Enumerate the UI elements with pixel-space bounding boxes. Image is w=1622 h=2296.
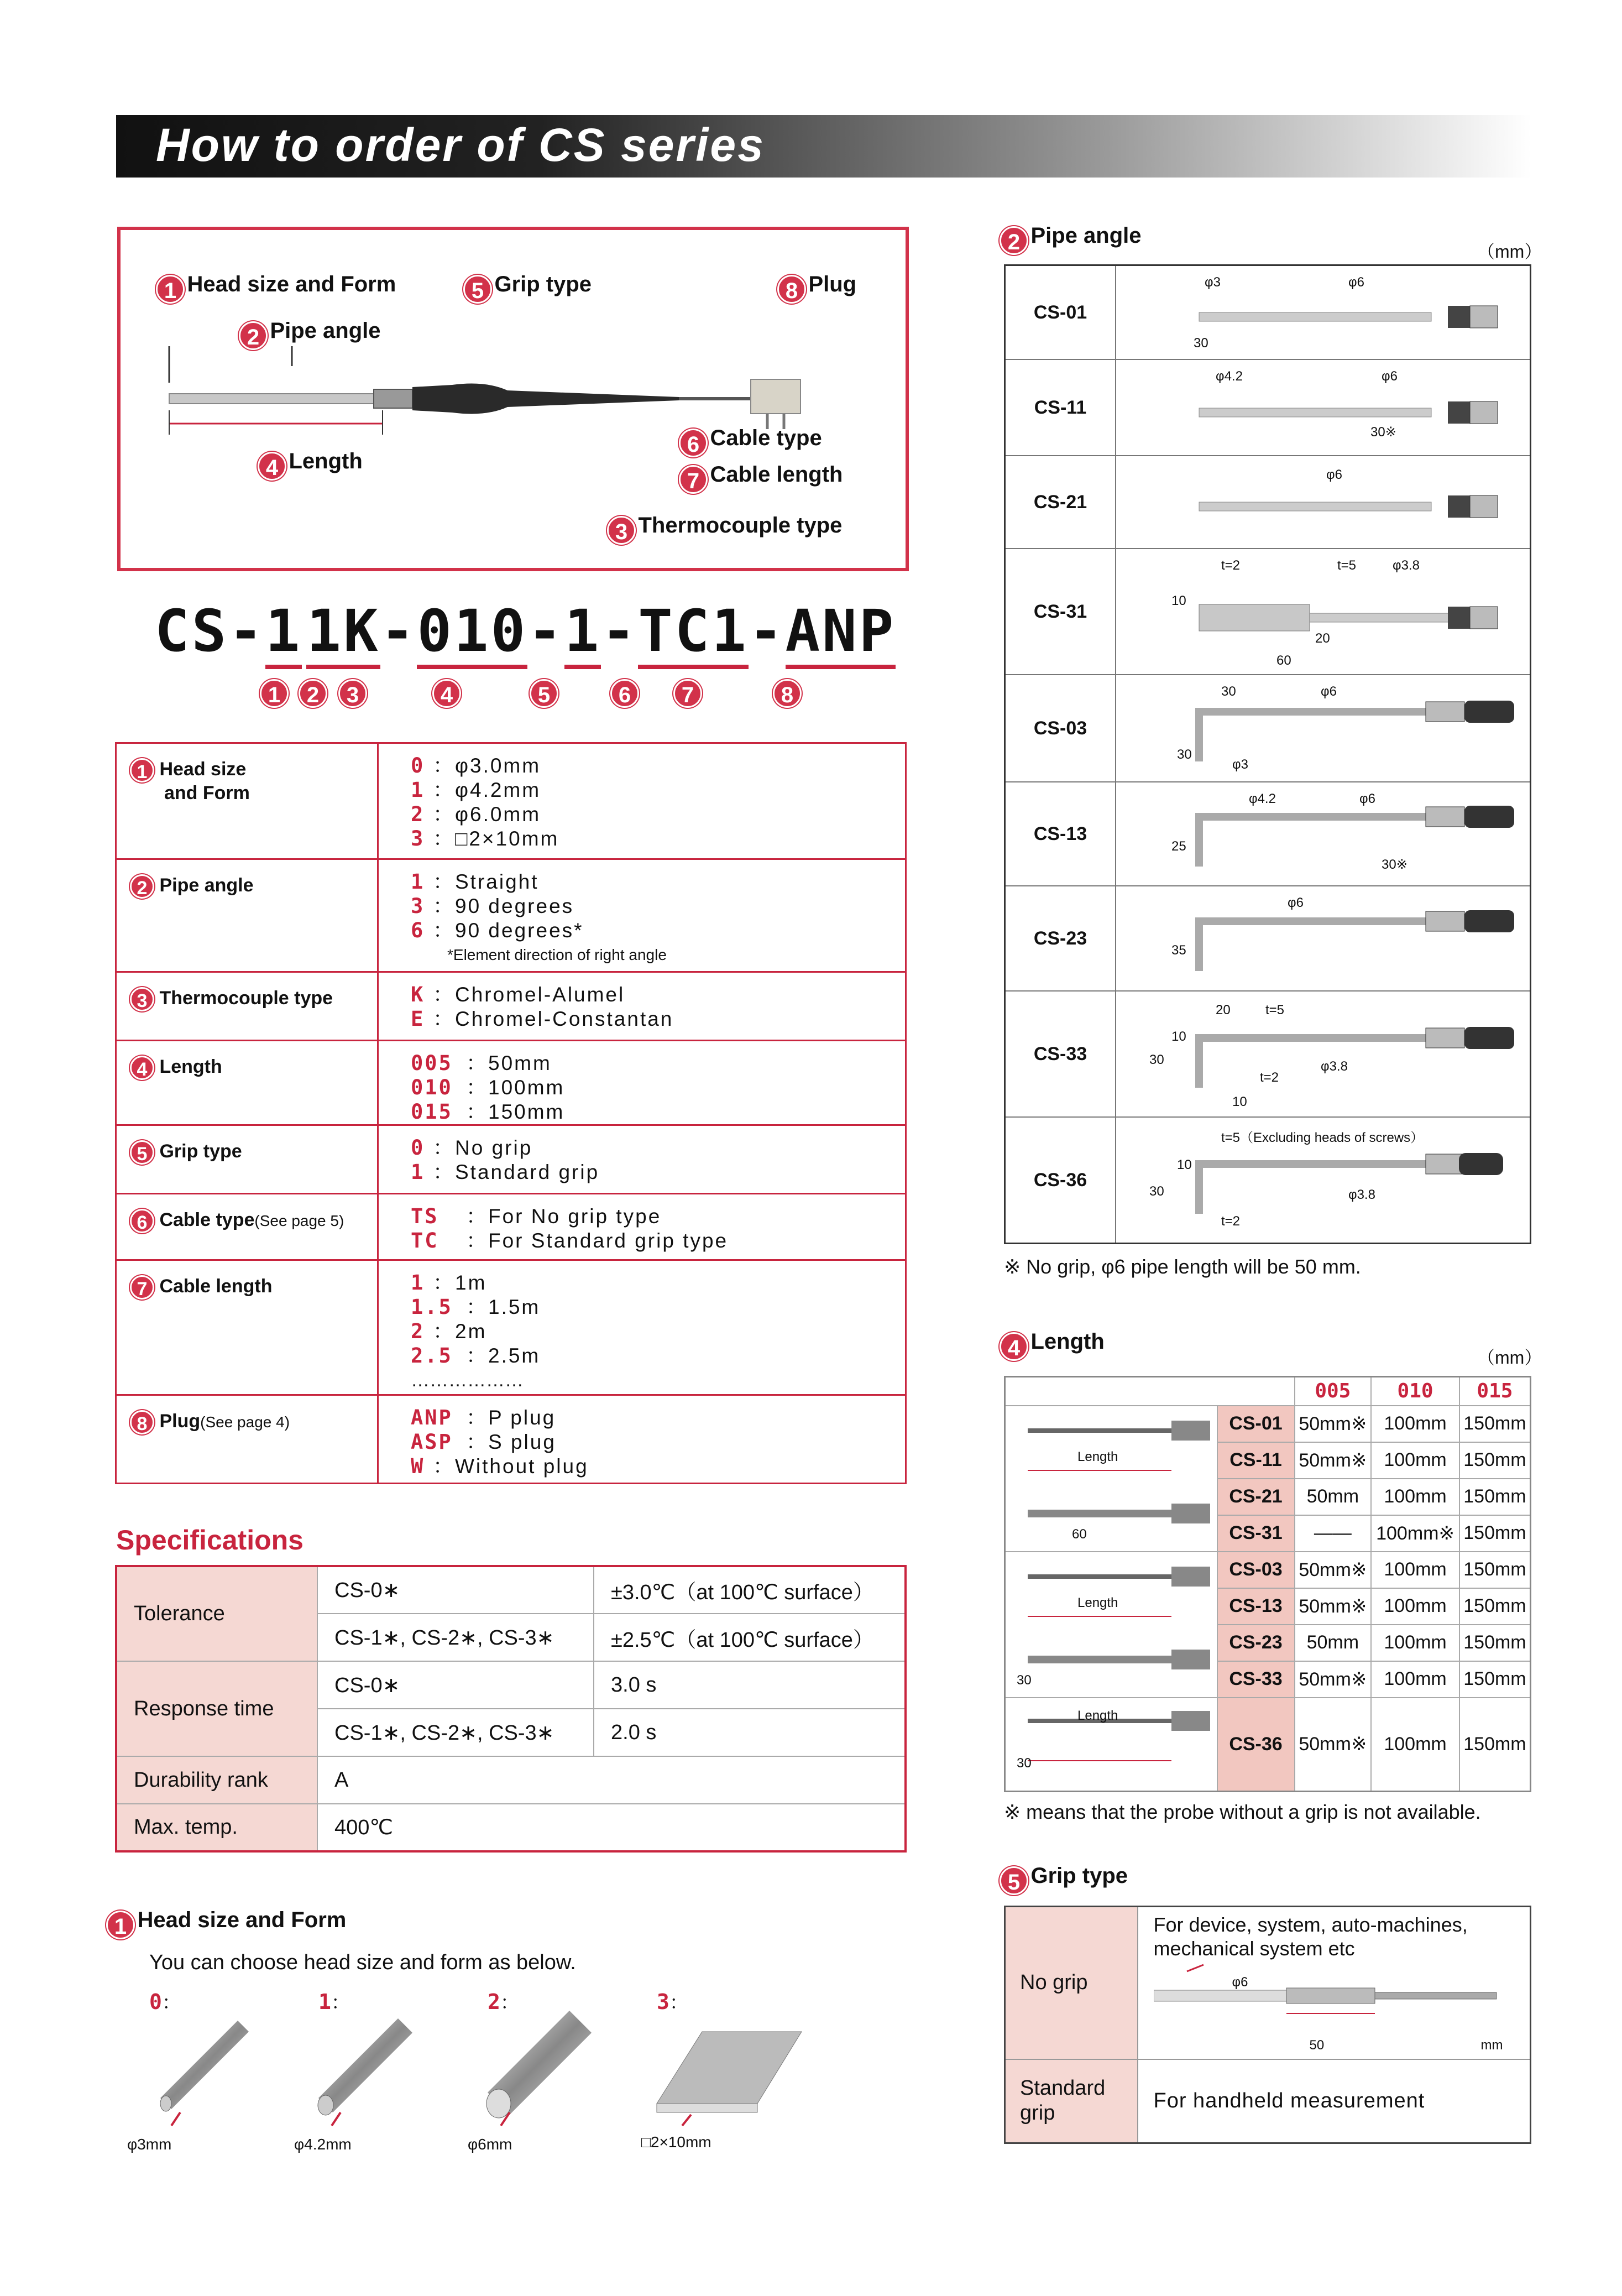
- pipe-model: CS-01: [1005, 265, 1116, 360]
- option-item: 015 ：150mm: [411, 1100, 565, 1124]
- length-cell: 50mm※: [1295, 1442, 1372, 1479]
- pipe-angle-table: [1004, 264, 1531, 1244]
- option-extra: ………………: [411, 1370, 524, 1391]
- grip-dim: 50: [1309, 2038, 1325, 2053]
- length-cell: 100mm: [1371, 1661, 1459, 1698]
- option-item: 0 ：φ3.0mm: [411, 754, 541, 777]
- pipe-dim: φ3.8: [1348, 1187, 1375, 1202]
- index-badge: 2: [130, 874, 154, 899]
- pipe-row: [1005, 782, 1531, 886]
- pipe-model: CS-03: [1005, 675, 1116, 782]
- option-item: K ：Chromel-Alumel: [411, 983, 625, 1006]
- pipe-dim: φ6: [1382, 369, 1398, 384]
- index-badge: 4: [130, 1056, 154, 1080]
- pipe-dim: 30: [1221, 684, 1236, 699]
- head-desc: You can choose head size and form as below.: [149, 1951, 576, 1974]
- option-label2: and Form: [164, 782, 250, 803]
- code-sep: -: [527, 597, 564, 665]
- diagram-label-plug: Plug: [808, 272, 857, 296]
- code-part: TC: [638, 597, 711, 669]
- pipe-dim: 10: [1232, 1094, 1247, 1109]
- length-table: [1004, 1376, 1531, 1792]
- option-row: [116, 1395, 906, 1484]
- option-extra: *Element direction of right angle: [447, 946, 667, 963]
- length-unit: （mm）: [1477, 1348, 1542, 1368]
- spec-value: 2.0 s: [594, 1709, 906, 1756]
- length-cell: 150mm: [1459, 1515, 1531, 1552]
- pipe-row: [1005, 675, 1531, 782]
- option-label: Pipe angle: [159, 874, 254, 896]
- pipe-dim: 10: [1171, 593, 1186, 608]
- length-model: CS-36: [1217, 1698, 1295, 1792]
- pipe-drawing: [1116, 456, 1530, 548]
- pipe-model: CS-11: [1005, 359, 1116, 456]
- pipe-dim: φ3: [1205, 275, 1221, 290]
- option-row: [116, 743, 906, 859]
- option-item: 2.5 ：2.5m: [411, 1344, 541, 1368]
- length-label: 30: [1017, 1672, 1032, 1688]
- option-label: Grip type: [159, 1140, 242, 1162]
- pipe-dim: 25: [1171, 839, 1186, 854]
- page-title: How to order of CS series: [156, 119, 765, 171]
- code-part: 1: [306, 597, 343, 669]
- option-label: Plug: [159, 1410, 201, 1432]
- head-caption: φ3mm: [127, 2136, 172, 2153]
- length-model: CS-01: [1217, 1406, 1295, 1442]
- option-row: [116, 972, 906, 1041]
- grip-desc: For device, system, auto-machines, mechanical system etc: [1153, 1913, 1468, 1960]
- index-badge: 5: [130, 1140, 154, 1165]
- pipe-dim: t=5: [1337, 558, 1357, 573]
- length-cell: 50mm※: [1295, 1406, 1372, 1442]
- pipe-unit: （mm）: [1477, 242, 1542, 262]
- pipe-dim: φ3.8: [1393, 558, 1420, 573]
- option-item: TS ：For No grip type: [411, 1204, 662, 1228]
- head-code: 2: [488, 1990, 500, 2014]
- no-grip-probe: [1154, 1960, 1508, 2021]
- pipe-row: [1005, 549, 1531, 675]
- diagram-label-cablelen: Cable length: [710, 462, 843, 487]
- length-cell: 150mm: [1459, 1661, 1531, 1698]
- option-label: Cable type: [159, 1209, 255, 1230]
- index-badge: 1: [260, 679, 289, 708]
- grip-dim: φ6: [1232, 1975, 1248, 1990]
- index-badge: 3: [130, 987, 154, 1011]
- length-cell: 150mm: [1459, 1442, 1531, 1479]
- option-row: [116, 1194, 906, 1260]
- length-label: 60: [1072, 1526, 1087, 1542]
- length-cell: 100mm: [1371, 1625, 1459, 1661]
- index-badge: 8: [773, 679, 802, 708]
- length-cell: 150mm: [1459, 1588, 1531, 1625]
- head-code: 0: [149, 1990, 162, 2014]
- code-prefix: CS-: [155, 597, 265, 665]
- pipe-drawing: [1116, 360, 1530, 455]
- code-sep: -: [380, 597, 417, 665]
- option-note: (See page 5): [254, 1212, 344, 1229]
- pipe-dim: 30: [1177, 747, 1192, 762]
- spec-model: CS-0∗: [317, 1661, 594, 1709]
- pipe-dim: φ3: [1232, 757, 1248, 772]
- index-badge: 5: [1000, 1866, 1028, 1895]
- spec-model: CS-1∗, CS-2∗, CS-3∗: [317, 1614, 594, 1661]
- length-model: CS-33: [1217, 1661, 1295, 1698]
- option-item: 1 ：1m: [411, 1271, 487, 1295]
- spec-value: 400℃: [317, 1804, 906, 1851]
- specs-table: [115, 1565, 907, 1853]
- length-row: [1005, 1406, 1531, 1442]
- pipe-model: CS-36: [1005, 1117, 1116, 1244]
- pipe-title: Pipe angle: [1030, 223, 1142, 248]
- length-cell: 100mm: [1371, 1442, 1459, 1479]
- spec-value: A: [317, 1756, 906, 1804]
- option-item: 3 ：□2×10mm: [411, 827, 559, 850]
- length-cell: 50mm※: [1295, 1698, 1372, 1792]
- pipe-drawing: [1116, 992, 1530, 1116]
- pipe-dim: 20: [1315, 631, 1330, 646]
- spec-value: ±2.5℃（at 100℃ surface）: [594, 1614, 906, 1661]
- option-item: 2 ：2m: [411, 1319, 487, 1343]
- spec-value: ±3.0℃（at 100℃ surface）: [594, 1566, 906, 1614]
- spec-value: 3.0 s: [594, 1661, 906, 1709]
- code-part: 1: [265, 597, 302, 669]
- spec-name: Max. temp.: [116, 1804, 317, 1851]
- title-banner: [116, 115, 1531, 178]
- length-col: 010: [1371, 1377, 1459, 1406]
- length-cell: 50mm※: [1295, 1661, 1372, 1698]
- index-badge: 6: [610, 679, 639, 708]
- index-badge: 8: [130, 1410, 154, 1434]
- model-code: [155, 597, 896, 665]
- spec-name: Tolerance: [116, 1566, 317, 1661]
- order-options-table: [115, 742, 907, 1484]
- pipe-row: [1005, 456, 1531, 549]
- option-label: Thermocouple type: [159, 987, 333, 1009]
- pipe-model: CS-13: [1005, 782, 1116, 886]
- pipe-dim: t=5: [1265, 1003, 1285, 1017]
- index-badge: 5: [530, 679, 558, 708]
- option-item: 010 ：100mm: [411, 1076, 565, 1099]
- index-badge: 2: [239, 321, 268, 350]
- pipe-dim: 10: [1177, 1157, 1192, 1172]
- index-badge: 7: [673, 679, 702, 708]
- pipe-dim: t=2: [1260, 1070, 1279, 1085]
- head-forms: 0： 1： 2： 3： φ3mm φ4.2mm φ6mm □2×10mm: [149, 1987, 923, 2170]
- length-cell: 150mm: [1459, 1625, 1531, 1661]
- length-cell: ——: [1295, 1515, 1372, 1552]
- length-cell: 150mm: [1459, 1552, 1531, 1588]
- code-part: 1: [711, 597, 749, 669]
- pipe-model: CS-21: [1005, 456, 1116, 549]
- length-row: [1005, 1552, 1531, 1588]
- length-section-title: [1000, 1329, 1105, 1361]
- length-cell: 50mm: [1295, 1479, 1372, 1515]
- option-item: 1 ：Standard grip: [411, 1160, 600, 1184]
- model-code-indices: [0, 679, 940, 718]
- option-label: Length: [159, 1056, 222, 1077]
- pipe-section-title: [1000, 223, 1142, 255]
- diagram-label-grip: Grip type: [494, 272, 592, 296]
- option-row: [116, 1260, 906, 1395]
- pipe-row: [1005, 1117, 1531, 1244]
- index-badge: 7: [679, 465, 708, 494]
- index-badge: 6: [679, 429, 708, 457]
- option-item: ASP ：S plug: [411, 1430, 556, 1454]
- option-item: 3 ：90 degrees: [411, 894, 574, 918]
- index-badge: 5: [463, 275, 492, 304]
- option-item: E ：Chromel-Constantan: [411, 1007, 674, 1031]
- spec-model: CS-0∗: [317, 1566, 594, 1614]
- index-badge: 6: [130, 1209, 154, 1233]
- pipe-dim: 30※: [1382, 857, 1408, 872]
- length-label: Length: [1077, 1708, 1118, 1723]
- grip-title: Grip type: [1030, 1864, 1128, 1888]
- length-model: CS-11: [1217, 1442, 1295, 1479]
- probe-illustration: [154, 346, 817, 435]
- diagram-label-tc: Thermocouple type: [638, 513, 843, 538]
- head-title: Head size and Form: [137, 1908, 347, 1932]
- grip-table: [1004, 1906, 1531, 2144]
- pipe-model: CS-31: [1005, 549, 1116, 675]
- pipe-dim: t=2: [1221, 558, 1241, 573]
- index-badge: 4: [258, 452, 286, 481]
- index-badge: 3: [338, 679, 367, 708]
- length-cell: 150mm: [1459, 1406, 1531, 1442]
- diagram-label-head: Head size and Form: [187, 272, 396, 296]
- length-cell: 50mm: [1295, 1625, 1372, 1661]
- length-note: ※ means that the probe without a grip is not available.: [1004, 1801, 1481, 1823]
- length-label: Length: [1077, 1449, 1118, 1464]
- pipe-dim: φ4.2: [1249, 791, 1276, 806]
- pipe-row: [1005, 359, 1531, 456]
- pipe-drawing: [1116, 782, 1530, 885]
- head-caption: φ6mm: [468, 2136, 512, 2153]
- index-badge: 8: [777, 275, 806, 304]
- option-item: 1 ：Straight: [411, 870, 539, 894]
- grip-name: No grip: [1005, 1907, 1138, 2059]
- length-cell: 100mm: [1371, 1698, 1459, 1792]
- head-illustrations: [149, 2010, 923, 2131]
- pipe-dim: 30: [1149, 1184, 1164, 1199]
- index-badge: 3: [607, 516, 636, 545]
- spec-name: Response time: [116, 1661, 317, 1756]
- pipe-model: CS-33: [1005, 991, 1116, 1117]
- option-item: ANP ：P plug: [411, 1406, 556, 1429]
- code-sep: -: [748, 597, 786, 665]
- length-cell: 50mm※: [1295, 1552, 1372, 1588]
- code-sep: -: [601, 597, 639, 665]
- grip-dim: mm: [1480, 2038, 1503, 2053]
- code-part: ANP: [786, 597, 896, 669]
- pipe-dim: 20: [1216, 1003, 1231, 1017]
- option-item: 005 ：50mm: [411, 1051, 552, 1075]
- option-label: Cable length: [159, 1275, 273, 1297]
- pipe-dim: φ4.2: [1216, 369, 1243, 384]
- length-cell: 150mm: [1459, 1698, 1531, 1792]
- head-code: 1: [318, 1990, 331, 2014]
- head-code: 3: [657, 1990, 669, 2014]
- option-note: (See page 4): [200, 1413, 290, 1431]
- spec-name: Durability rank: [116, 1756, 317, 1804]
- code-part: K: [343, 597, 380, 669]
- pipe-dim: φ6: [1348, 275, 1364, 290]
- pipe-dim: 60: [1276, 653, 1291, 668]
- length-model: CS-13: [1217, 1588, 1295, 1625]
- index-badge: 1: [106, 1911, 135, 1939]
- option-item: TC ：For Standard grip type: [411, 1229, 729, 1253]
- length-label: Length: [1077, 1595, 1118, 1610]
- length-label: 30: [1017, 1755, 1032, 1771]
- index-badge: 4: [432, 679, 461, 708]
- pipe-dim: t=5（Excluding heads of screws）: [1221, 1130, 1424, 1145]
- spec-model: CS-1∗, CS-2∗, CS-3∗: [317, 1709, 594, 1756]
- option-item: 6 ：90 degrees*: [411, 919, 584, 942]
- code-part: 1: [564, 597, 601, 669]
- index-badge: 1: [130, 758, 154, 782]
- pipe-dim: φ6: [1326, 467, 1342, 482]
- diagram-label-angle: Pipe angle: [270, 319, 381, 343]
- pipe-drawing: [1116, 266, 1530, 359]
- code-part: 010: [417, 597, 527, 669]
- pipe-drawing: [1116, 886, 1530, 990]
- option-label: Head size: [159, 758, 247, 780]
- pipe-drawing: [1116, 549, 1530, 674]
- pipe-dim: 30: [1194, 336, 1208, 351]
- index-badge: 2: [1000, 226, 1028, 255]
- pipe-row: [1005, 265, 1531, 360]
- length-cell: 100mm: [1371, 1479, 1459, 1515]
- pipe-note: ※ No grip, φ6 pipe length will be 50 mm.: [1004, 1255, 1361, 1278]
- pipe-row: [1005, 886, 1531, 991]
- length-cell: 100mm: [1371, 1406, 1459, 1442]
- index-badge: 1: [156, 275, 185, 304]
- pipe-dim: 35: [1171, 943, 1186, 958]
- index-badge: 2: [299, 679, 327, 708]
- order-diagram: [117, 227, 909, 571]
- pipe-dim: φ3.8: [1321, 1059, 1348, 1074]
- pipe-dim: φ6: [1321, 684, 1337, 699]
- length-model: CS-23: [1217, 1625, 1295, 1661]
- pipe-model: CS-23: [1005, 886, 1116, 991]
- pipe-dim: 30: [1149, 1052, 1164, 1067]
- grip-name: Standard grip: [1005, 2059, 1138, 2143]
- length-cell: 100mm: [1371, 1552, 1459, 1588]
- pipe-dim: φ6: [1359, 791, 1375, 806]
- index-badge: 4: [1000, 1332, 1028, 1361]
- option-row: [116, 859, 906, 972]
- length-col: 005: [1295, 1377, 1372, 1406]
- option-item: 1.5 ：1.5m: [411, 1295, 541, 1319]
- pipe-dim: 30※: [1370, 425, 1396, 440]
- pipe-dim: φ6: [1288, 895, 1304, 910]
- pipe-dim: t=2: [1221, 1214, 1241, 1229]
- option-item: 0 ：No grip: [411, 1136, 533, 1160]
- length-cell: 50mm※: [1295, 1588, 1372, 1625]
- length-row: [1005, 1698, 1531, 1792]
- option-item: 1 ：φ4.2mm: [411, 778, 541, 802]
- length-cell: 150mm: [1459, 1479, 1531, 1515]
- option-item: 2 ：φ6.0mm: [411, 802, 541, 826]
- head-caption: □2×10mm: [641, 2133, 711, 2151]
- length-model: CS-21: [1217, 1479, 1295, 1515]
- length-model: CS-03: [1217, 1552, 1295, 1588]
- head-caption: φ4.2mm: [294, 2136, 352, 2153]
- length-model: CS-31: [1217, 1515, 1295, 1552]
- pipe-dim: 10: [1171, 1029, 1186, 1044]
- length-col: 015: [1459, 1377, 1531, 1406]
- length-cell: 100mm: [1371, 1588, 1459, 1625]
- specs-title: Specifications: [116, 1525, 304, 1556]
- grip-section-title: [1000, 1864, 1128, 1895]
- diagram-label-length: Length: [289, 449, 363, 473]
- length-title: Length: [1030, 1329, 1105, 1354]
- head-section-title: [106, 1908, 346, 1939]
- index-badge: 7: [130, 1275, 154, 1300]
- option-item: W ：Without plug: [411, 1454, 589, 1478]
- grip-desc: For handheld measurement: [1138, 2059, 1531, 2143]
- pipe-row: [1005, 991, 1531, 1117]
- length-cell: 100mm※: [1371, 1515, 1459, 1552]
- diagram-label-cable: Cable type: [710, 426, 822, 450]
- option-row: [116, 1125, 906, 1194]
- option-row: [116, 1041, 906, 1125]
